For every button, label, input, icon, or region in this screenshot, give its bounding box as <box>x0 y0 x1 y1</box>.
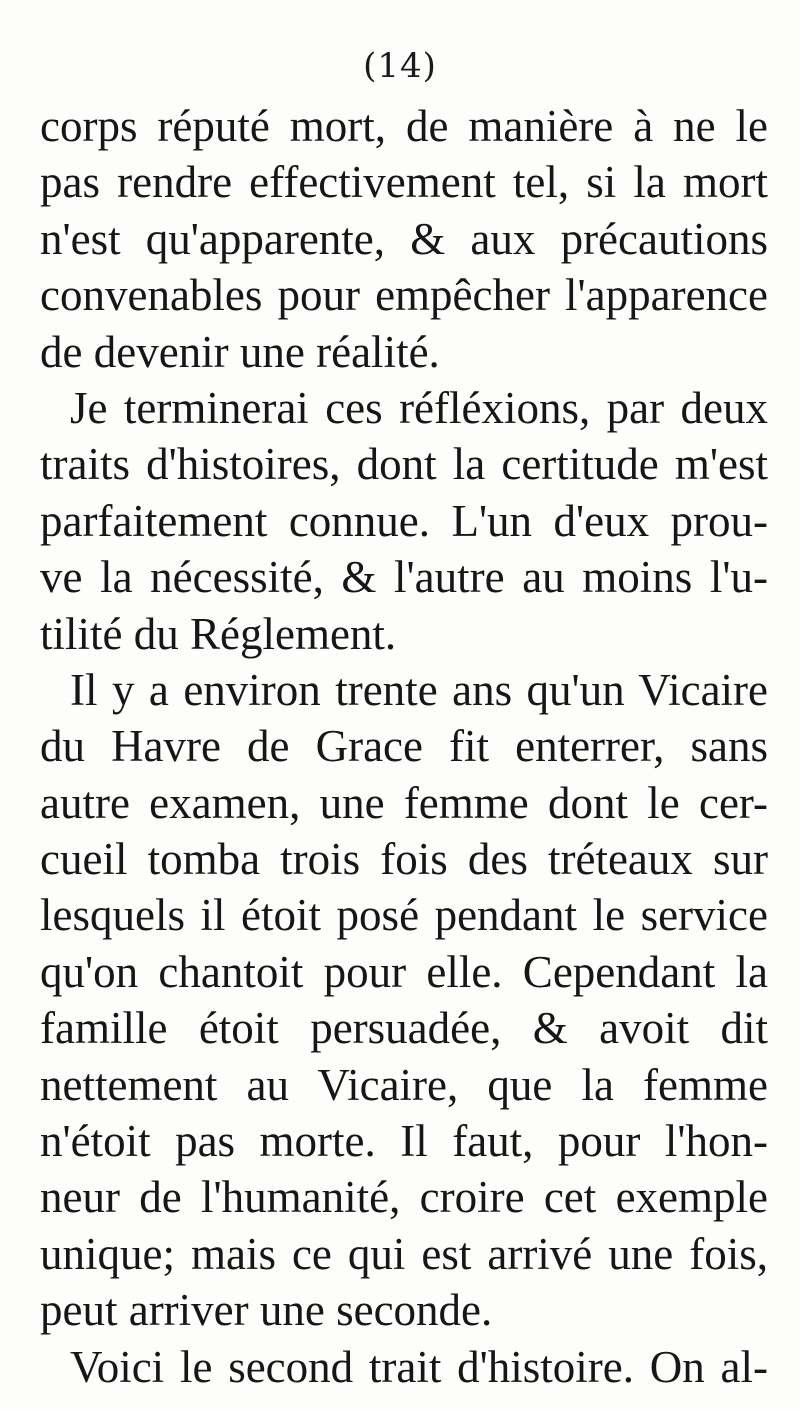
text-line: convenables pour empêcher l'apparence <box>40 270 768 321</box>
text-line: peut arriver une seconde. <box>40 1285 493 1336</box>
text-line: unique; mais ce qui est arrivé une fois, <box>40 1228 768 1279</box>
text-line: parfaitement connue. L'un d'eux prou- <box>40 495 768 546</box>
text-line: lesquels il étoit posé pendant le service <box>40 890 768 941</box>
text-line: n'étoit pas morte. Il faut, pour l'hon- <box>40 1116 768 1167</box>
text-line: ve la nécessité, & l'autre au moins l'u- <box>40 552 768 603</box>
text-line: du Havre de Grace fit enterrer, sans <box>40 721 768 772</box>
text-line: famille étoit persuadée, & avoit dit <box>40 1003 768 1054</box>
text-line: n'est qu'apparente, & aux précautions <box>40 213 768 264</box>
text-line: corps réputé mort, de manière à ne le <box>40 101 768 151</box>
text-line: nettement au Vicaire, que la femme <box>40 1059 768 1110</box>
text-line: pas rendre effectivement tel, si la mort <box>40 157 768 208</box>
text-line: qu'on chantoit pour elle. Cependant la <box>40 946 768 997</box>
text-line: traits d'histoires, dont la certitude m'est <box>40 439 768 490</box>
text-line: autre examen, une femme dont le cer- <box>40 777 768 828</box>
body-text <box>40 98 768 1395</box>
text-line: Il y a environ trente ans qu'un Vicaire <box>70 664 768 715</box>
text-line: tilité du Réglement. <box>40 608 397 659</box>
text-line: neur de l'humanité, croire cet exemple <box>40 1172 768 1223</box>
text-line: Je terminerai ces réfléxions, par deux <box>70 382 768 433</box>
text-line: de devenir une réalité. <box>40 326 440 377</box>
text-line: cueil tomba trois fois des tréteaux sur <box>40 834 768 885</box>
page-number: (14) <box>363 46 437 86</box>
text-line: Voici le second trait d'histoire. On al- <box>70 1341 768 1392</box>
